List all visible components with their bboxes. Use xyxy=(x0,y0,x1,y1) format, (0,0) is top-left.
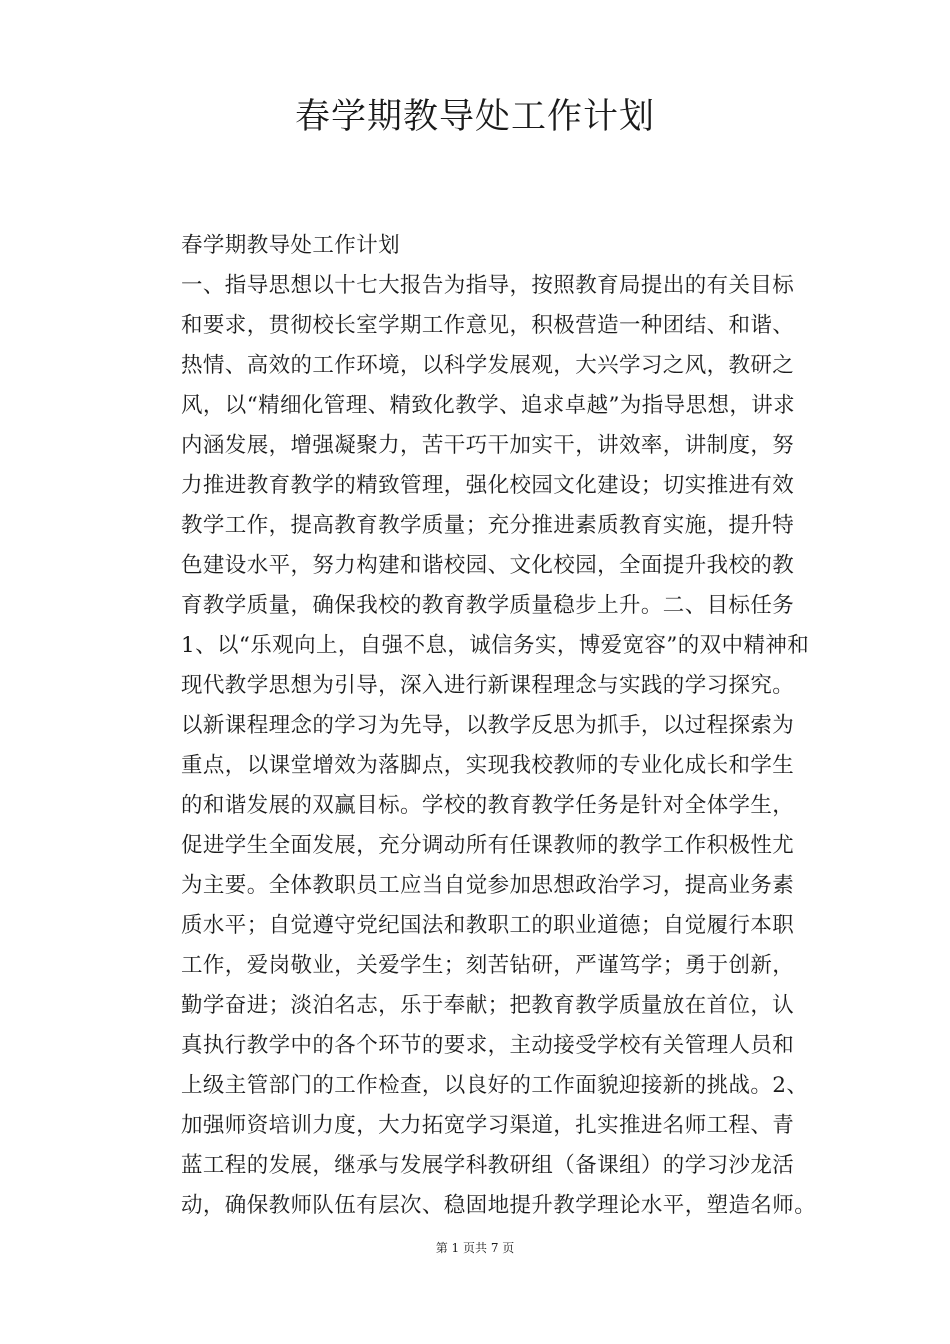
body-line: 一、指导思想以十七大报告为指导，按照教育局提出的有关目标 xyxy=(181,273,795,298)
body-line: 色建设水平，努力构建和谐校园、文化校园，全面提升我校的教 xyxy=(181,553,795,578)
body-line: 1、以“乐观向上，自强不息，诚信务实，博爱宽容”的双中精神和 xyxy=(181,633,810,658)
document-title: 春学期教导处工作计划 xyxy=(294,97,655,137)
body-line: 为主要。全体教职员工应当自觉参加思想政治学习，提高业务素 xyxy=(181,873,795,898)
body-line: 质水平；自觉遵守党纪国法和教职工的职业道德；自觉履行本职 xyxy=(181,913,795,938)
document-body xyxy=(181,226,821,1226)
body-line: 育教学质量，确保我校的教育教学质量稳步上升。二、目标任务 xyxy=(181,593,795,618)
body-line: 风，以“精细化管理、精致化教学、追求卓越”为指导思想，讲求 xyxy=(181,393,796,418)
body-line: 动，确保教师队伍有层次、稳固地提升教学理论水平，塑造名师。 xyxy=(181,1193,817,1218)
body-line: 工作，爱岗敬业，关爱学生；刻苦钻研，严谨笃学；勇于创新， xyxy=(181,953,795,978)
body-line: 真执行教学中的各个环节的要求，主动接受学校有关管理人员和 xyxy=(181,1033,795,1058)
body-line: 的和谐发展的双赢目标。学校的教育教学任务是针对全体学生， xyxy=(181,793,795,818)
body-line: 现代教学思想为引导，深入进行新课程理念与实践的学习探究。 xyxy=(181,673,795,698)
body-line: 以新课程理念的学习为先导，以教学反思为抓手，以过程探索为 xyxy=(181,713,795,738)
body-line: 力推进教育教学的精致管理，强化校园文化建设；切实推进有效 xyxy=(181,473,795,498)
body-line: 和要求，贯彻校长室学期工作意见，积极营造一种团结、和谐、 xyxy=(181,313,795,338)
body-line: 勤学奋进；淡泊名志，乐于奉献；把教育教学质量放在首位，认 xyxy=(181,993,795,1018)
body-line: 促进学生全面发展，充分调动所有任课教师的教学工作积极性尤 xyxy=(181,833,795,858)
body-line: 热情、高效的工作环境，以科学发展观，大兴学习之风，教研之 xyxy=(181,353,795,378)
body-line: 春学期教导处工作计划 xyxy=(181,233,401,258)
body-line: 加强师资培训力度，大力拓宽学习渠道，扎实推进名师工程、青 xyxy=(181,1113,795,1138)
body-line: 重点，以课堂增效为落脚点，实现我校教师的专业化成长和学生 xyxy=(181,753,795,778)
body-line: 内涵发展，增强凝聚力，苦干巧干加实干，讲效率，讲制度，努 xyxy=(181,433,795,458)
body-line: 蓝工程的发展，继承与发展学科教研组（备课组）的学习沙龙活 xyxy=(181,1153,795,1178)
page-footer: 第 1 页共 7 页 xyxy=(435,1241,515,1255)
body-line: 教学工作，提高教育教学质量；充分推进素质教育实施，提升特 xyxy=(181,513,795,538)
body-line: 上级主管部门的工作检查，以良好的工作面貌迎接新的挑战。2、 xyxy=(181,1073,809,1098)
